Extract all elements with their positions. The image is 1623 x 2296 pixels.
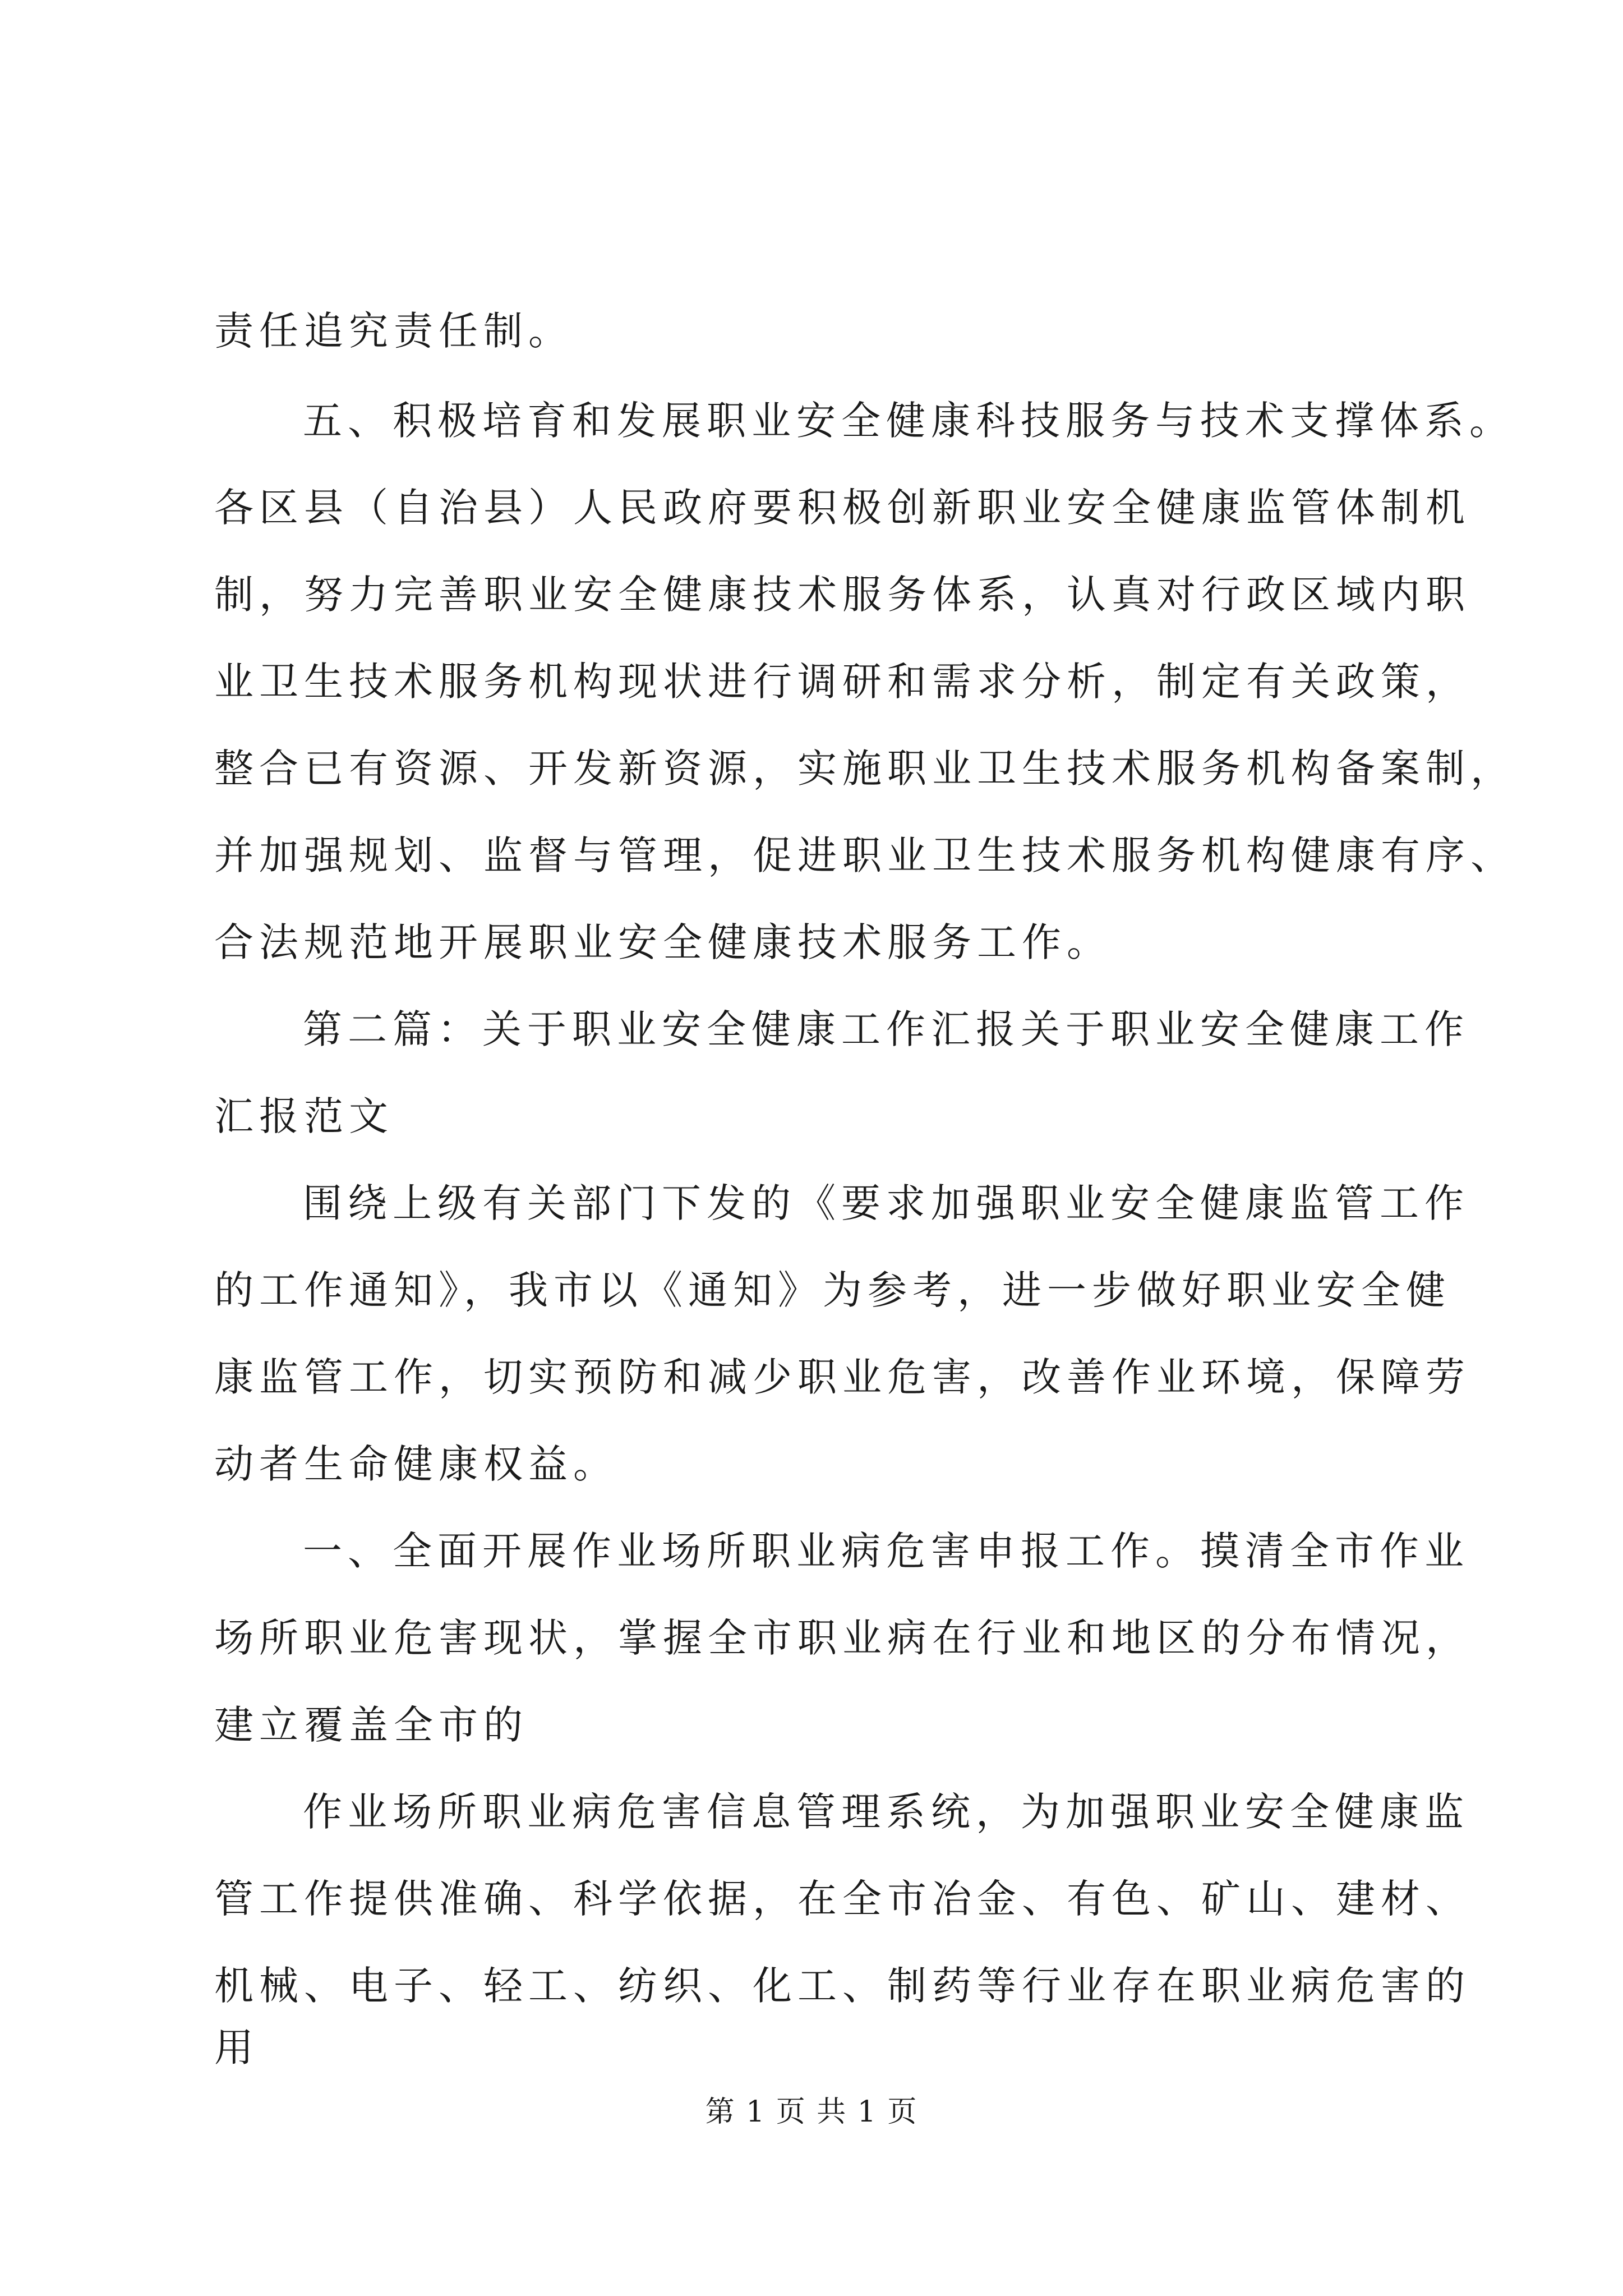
text-line-19: 管工作提供准确、科学依据，在全市冶金、有色、矿山、建材、 (214, 1876, 1470, 1922)
text-line-20: 机械、电子、轻工、纺织、化工、制药等行业存在职业病危害的 (214, 1963, 1470, 2009)
text-line-11: 围绕上级有关部门下发的《要求加强职业安全健康监管工作 (303, 1180, 1469, 1226)
text-line-4: 制，努力完善职业安全健康技术服务体系，认真对行政区域内职 (214, 572, 1470, 618)
text-line-18: 作业场所职业病危害信息管理系统，为加强职业安全健康监 (303, 1789, 1469, 1835)
page-footer: 第 1 页 共 1 页 (705, 2095, 918, 2129)
text-line-10: 汇报范文 (214, 1093, 394, 1139)
text-line-14: 动者生命健康权益。 (214, 1441, 618, 1487)
text-line-16: 场所职业危害现状，掌握全市职业病在行业和地区的分布情况， (214, 1615, 1470, 1661)
text-line-8: 合法规范地开展职业安全健康技术服务工作。 (214, 919, 1112, 965)
text-line-9: 第二篇：关于职业安全健康工作汇报关于职业安全健康工作 (303, 1006, 1469, 1052)
text-line-13: 康监管工作，切实预防和减少职业危害，改善作业环境，保障劳 (214, 1354, 1470, 1400)
text-line-5: 业卫生技术服务机构现状进行调研和需求分析，制定有关政策， (214, 659, 1470, 705)
text-line-7: 并加强规划、监督与管理，促进职业卫生技术服务机构健康有序、 (214, 832, 1515, 878)
text-line-17: 建立覆盖全市的 (214, 1702, 528, 1748)
text-line-12: 的工作通知》，我市以《通知》为参考，进一步做好职业安全健 (214, 1267, 1451, 1313)
text-line-21: 用 (214, 2024, 259, 2070)
text-line-3: 各区县（自治县）人民政府要积极创新职业安全健康监管体制机 (214, 485, 1470, 531)
text-line-6: 整合已有资源、开发新资源，实施职业卫生技术服务机构备案制， (214, 746, 1515, 792)
text-line-2: 五、积极培育和发展职业安全健康科技服务与技术支撑体系。 (303, 398, 1514, 444)
text-line-15: 一、全面开展作业场所职业病危害申报工作。摸清全市作业 (303, 1528, 1469, 1574)
text-line-1: 责任追究责任制。 (214, 308, 573, 354)
